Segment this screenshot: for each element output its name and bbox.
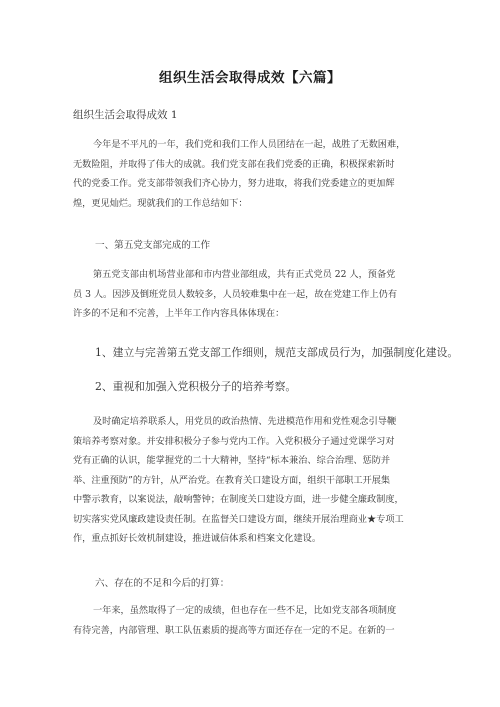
paragraph-training [73, 412, 431, 549]
paragraph-line: 代的党委工作。党支部带领我们齐心协力，努力进取，将我们党委建立的更加辉 [73, 178, 395, 189]
item-heading-2: 2、重视和加强入党积极分子的培养考察。 [95, 380, 297, 393]
paragraph-line: 员 3 人。因涉及倒班党员人数较多，人员较难集中在一起，故在党建工作上仍有 [73, 288, 398, 300]
paragraph-line: 无数险阻，并取得了伟大的成就。我们党支部在我们党委的正确，积极探索新时 [73, 158, 395, 170]
paragraph-line: 作，重点抓好长效机制建设，推进诚信体系和档案文化建设。 [73, 533, 322, 544]
paragraph-line: 第五党支部由机场营业部和市内营业部组成，共有正式党员 22 人，预备党 [93, 269, 396, 280]
paragraph-line: 举、注重预防”的方针，从严治党。在教育关口建设方面，组织干部职工开展集 [73, 474, 391, 486]
paragraph-line: 及时确定培养联系人，用党员的政治热情、先进模范作用和党性观念引导鞭 [93, 416, 397, 427]
section-heading-6: 六、存在的不足和今后的打算： [95, 578, 230, 589]
paragraph-line: 中警示教育，以案说法，敲响警钟；在制度关口建设方面，进一步健全廉政制度， [73, 494, 404, 505]
item-heading-1: 1、建立与完善第五党支部工作细则，规范支部成员行为，加强制度化建设。 [95, 346, 459, 359]
paragraph-line: 煌，更见灿烂。现就我们的工作总结如下： [73, 197, 248, 209]
section-heading-1: 一、第五党支部完成的工作 [95, 240, 211, 251]
paragraph-branch [73, 265, 431, 324]
paragraph-line: 今年是不平凡的一年，我们党和我们工作人员团结在一起，战胜了无数困难， [93, 139, 406, 150]
paragraph-line: 党有正确的认识，能掌握党的二十大精神，坚持“标本兼治、综合治理、惩防并 [73, 455, 391, 466]
paragraph-shortcomings [73, 601, 431, 640]
paragraph-line: 许多的不足和不完善，上半年工作内容具体体现在： [73, 308, 285, 319]
document-title: 组织生活会取得成效【六篇】 [159, 70, 341, 86]
paragraph-line: 一年来，虽然取得了一定的成绩，但也存在一些不足，比如党支部各项制度 [93, 605, 397, 616]
section-subtitle: 组织生活会取得成效 1 [73, 109, 178, 121]
paragraph-intro [73, 135, 431, 213]
paragraph-line: 有待完善，内部管理、职工队伍素质的提高等方面还存在一定的不足。在新的一 [73, 624, 395, 636]
paragraph-line: 切实落实党风廉政建设责任制。在监督关口建设方面，继续开展治理商业★专项工 [73, 513, 404, 525]
paragraph-line: 策培养考察对象。并安排积极分子参与党内工作。入党积极分子通过党课学习对 [73, 435, 395, 447]
